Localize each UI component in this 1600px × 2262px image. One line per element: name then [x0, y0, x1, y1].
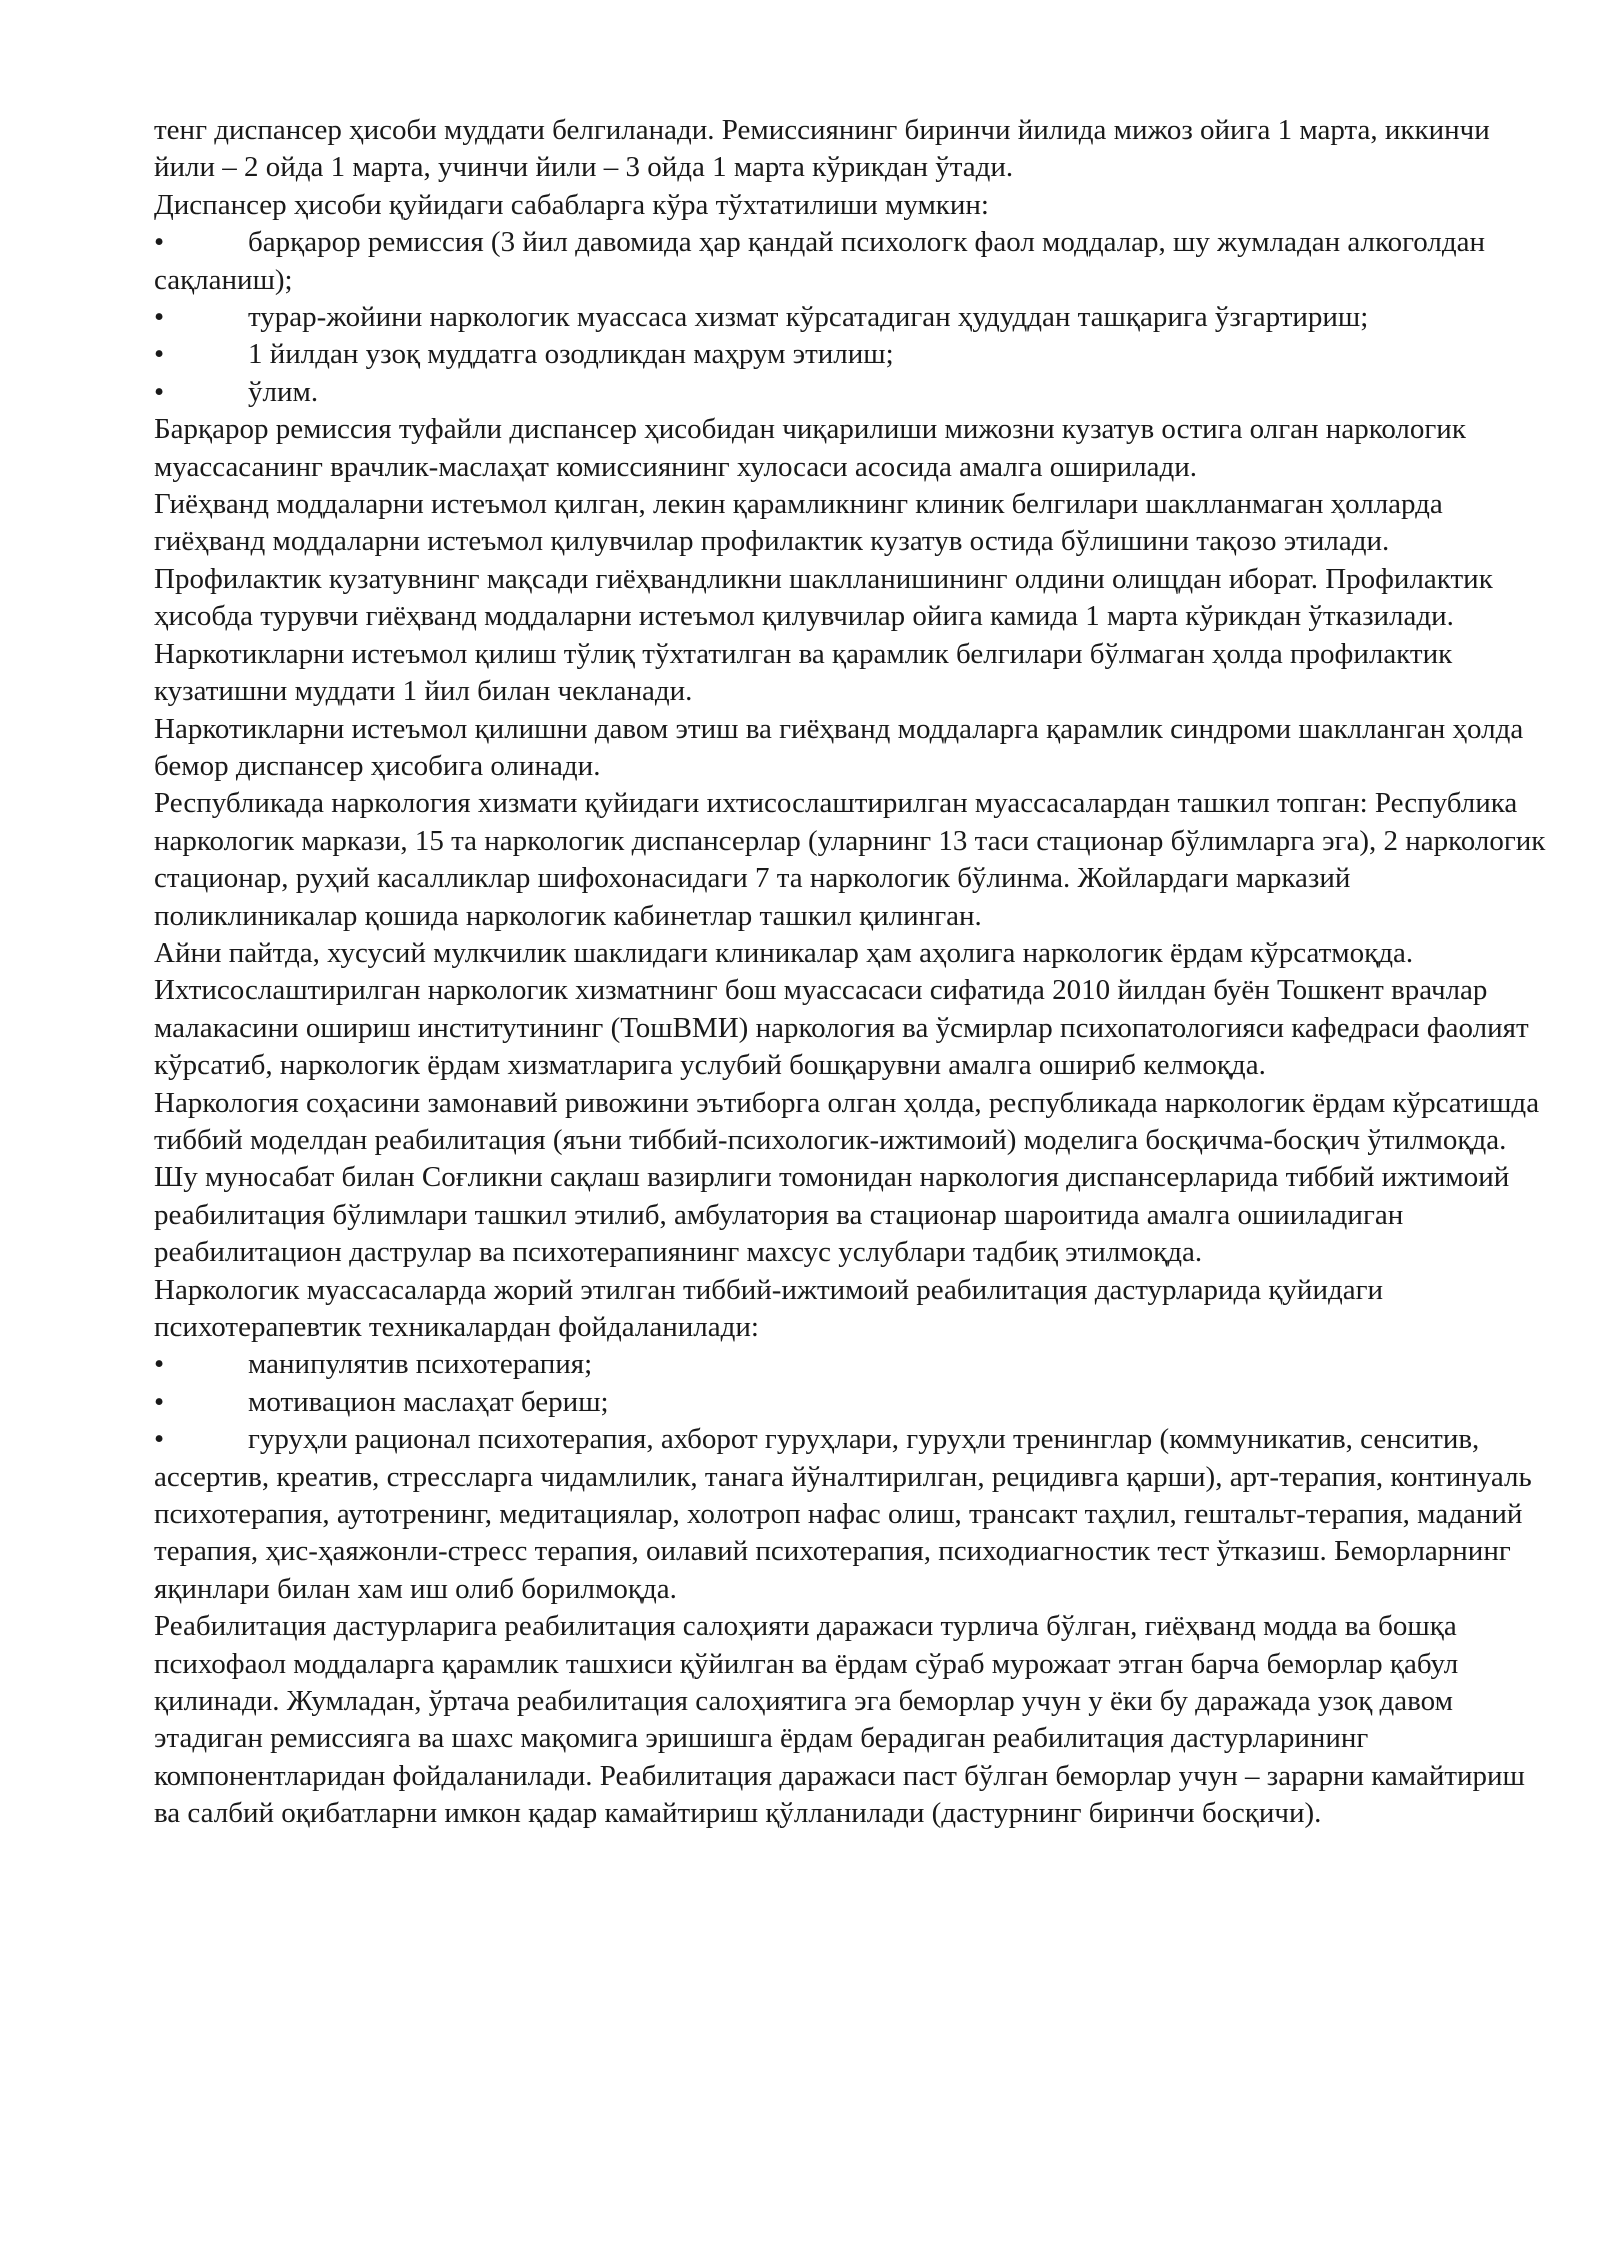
- paragraph: тенг диспансер ҳисоби муддати белгиланади. Ремиссиянинг биринчи йилида мижоз ойига 1 марта, иккинчи йили – 2 ойда 1 марта, учинчи йили – 3 ойда 1 марта кўрикдан ўтади.: [154, 114, 1490, 184]
- paragraph: Диспансер ҳисоби қуйидаги сабабларга кўра тўхтатилиши мумкин:: [154, 188, 989, 221]
- list-item-text: мотивацион маслаҳат бериш;: [248, 1385, 609, 1418]
- list-item-text: гуруҳли рационал психотерапия, ахборот гуруҳлари, гуруҳли тренинглар (коммуникатив, сенситив, ассертив, креатив, стрессларга чидамлилик, танага йўналтирилган, рецидивга қарши), арт-терапия, континуаль психотерапия, аутотренинг, медитациялар, холотроп нафас олиш, трансакт таҳлил, гештальт-терапия, маданий терапия, ҳис-ҳаяжонли-стресс терапия, оилавий психотерапия, психодиагностик тест ўтказиш. Беморларнинг яқинлари билан хам иш олиб борилмоқда.: [154, 1423, 1532, 1605]
- document-page: [154, 112, 1554, 1833]
- list-item-text: ўлим.: [248, 375, 319, 408]
- list-item-text: турар-жойини наркологик муассаса хизмат кўрсатадиган ҳудуддан ташқарига ўзгартириш;: [248, 301, 1369, 334]
- paragraph: Гиёҳванд моддаларни истеъмол қилган, лекин қарамликнинг клиник белгилари шаклланмаган ҳолларда гиёҳванд моддаларни истеъмол қилувчилар профилактик кузатув остида бўлишини тақозо этилади. Профилактик кузатувнинг мақсади гиёҳвандликни шаклланишининг олдини олищдан иборат. Профилактик ҳисобда турувчи гиёҳванд моддаларни истеъмол қилувчилар ойига камида 1 марта кўрикдан ўтказилади. Наркотикларни истеъмол қилиш тўлиқ тўхтатилган ва қарамлик белгилари бўлмаган ҳолда профилактик кузатишни муддати 1 йил билан чекланади.: [154, 488, 1493, 708]
- paragraph: Наркология соҳасини замонавий ривожини эътиборга олган ҳолда, республикада наркологик ёрдам кўрсатишда тиббий моделдан реабилитация (яъни тиббий-психологик-ижтимоий) моделига босқичма-босқич ўтилмоқда.: [154, 1086, 1540, 1156]
- bullet-mark: •: [154, 301, 165, 334]
- list-item: [154, 374, 1554, 411]
- list-item: [154, 336, 1554, 373]
- paragraph: Республикада наркология хизмати қуйидаги ихтисослаштирилган муассасалардан ташкил топган: Республика наркологик маркази, 15 та наркологик диспансерлар (уларнинг 13 таси стационар бўлимларга эга), 2 наркологик стационар, руҳий касалликлар шифохонасидаги 7 та наркологик бўлинма. Жойлардаги марказий поликлиникалар қошида наркологик кабинетлар ташкил қилинган.: [154, 787, 1546, 932]
- paragraph: Ихтисослаштирилган наркологик хизматнинг бош муассасаси сифатида 2010 йилдан буён Тошкент врачлар малакасини ошириш институтининг (ТошВМИ) наркология ва ўсмирлар психопатологияси кафедраси фаолият кўрсатиб, наркологик ёрдам хизматларига услубий бошқарувни амалга ошириб келмоқда.: [154, 974, 1529, 1082]
- list-item-text: манипулятив психотерапия;: [248, 1348, 593, 1381]
- list-item: [154, 1421, 1554, 1608]
- list-item: [154, 1384, 1554, 1421]
- paragraph: Шу муносабат билан Соғликни сақлаш вазирлиги томонидан наркология диспансерларида тиббий ижтимоий реабилитация бўлимлари ташкил этилиб, амбулатория ва стационар шароитида амалга ошииладиган реабилитацион даструлар ва психотерапиянинг махсус услублари тадбиқ этилмоқда.: [154, 1161, 1510, 1269]
- list-item-text: 1 йилдан узоқ муддатга озодликдан маҳрум этилиш;: [248, 338, 894, 371]
- paragraph: Барқарор ремиссия туфайли диспансер ҳисобидан чиқарилиши мижозни кузатув остига олган наркологик муассасанинг врачлик-маслаҳат комиссиянинг хулосаси асосида амалга оширилади.: [154, 413, 1466, 483]
- bullet-mark: •: [154, 1423, 165, 1456]
- paragraph: Наркологик муассасаларда жорий этилган тиббий-ижтимоий реабилитация дастурларида қуйидаги психотерапевтик техникалардан фойдаланилади:: [154, 1273, 1384, 1343]
- bullet-mark: •: [154, 1348, 165, 1381]
- bullet-mark: •: [154, 375, 165, 408]
- bullet-mark: •: [154, 226, 165, 259]
- list-item: [154, 1346, 1554, 1383]
- paragraph: Наркотикларни истеъмол қилишни давом этиш ва гиёҳванд моддаларга қарамлик синдроми шаклланган ҳолда бемор диспансер ҳисобига олинади.: [154, 712, 1524, 782]
- list-item-text: барқарор ремиссия (3 йил давомида ҳар қандай психологк фаол моддалар, шу жумладан алкоголдан сақланиш);: [154, 226, 1485, 296]
- bullet-mark: •: [154, 338, 165, 371]
- bullet-mark: •: [154, 1385, 165, 1418]
- list-item: [154, 299, 1554, 336]
- paragraph: Айни пайтда, хусусий мулкчилик шаклидаги клиникалар ҳам аҳолига наркологик ёрдам кўрсатмоқда.: [154, 936, 1414, 969]
- list-item: [154, 224, 1554, 299]
- paragraph: Реабилитация дастурларига реабилитация салоҳияти даражаси турлича бўлган, гиёҳванд модда ва бошқа психофаол моддаларга қарамлик ташхиси қўйилган ва ёрдам сўраб мурожаат этган барча беморлар қабул қилинади. Жумладан, ўртача реабилитация салоҳиятига эга беморлар учун у ёки бу даражада узоқ давом этадиган ремиссияга ва шахс мақомига эришишга ёрдам берадиган реабилитация дастурларининг компонентларидан фойдаланилади. Реабилитация даражаси паст бўлган беморлар учун – зарарни камайтириш ва салбий оқибатларни имкон қадар камайтириш қўлланилади (дастурнинг биринчи босқичи).: [154, 1610, 1525, 1830]
